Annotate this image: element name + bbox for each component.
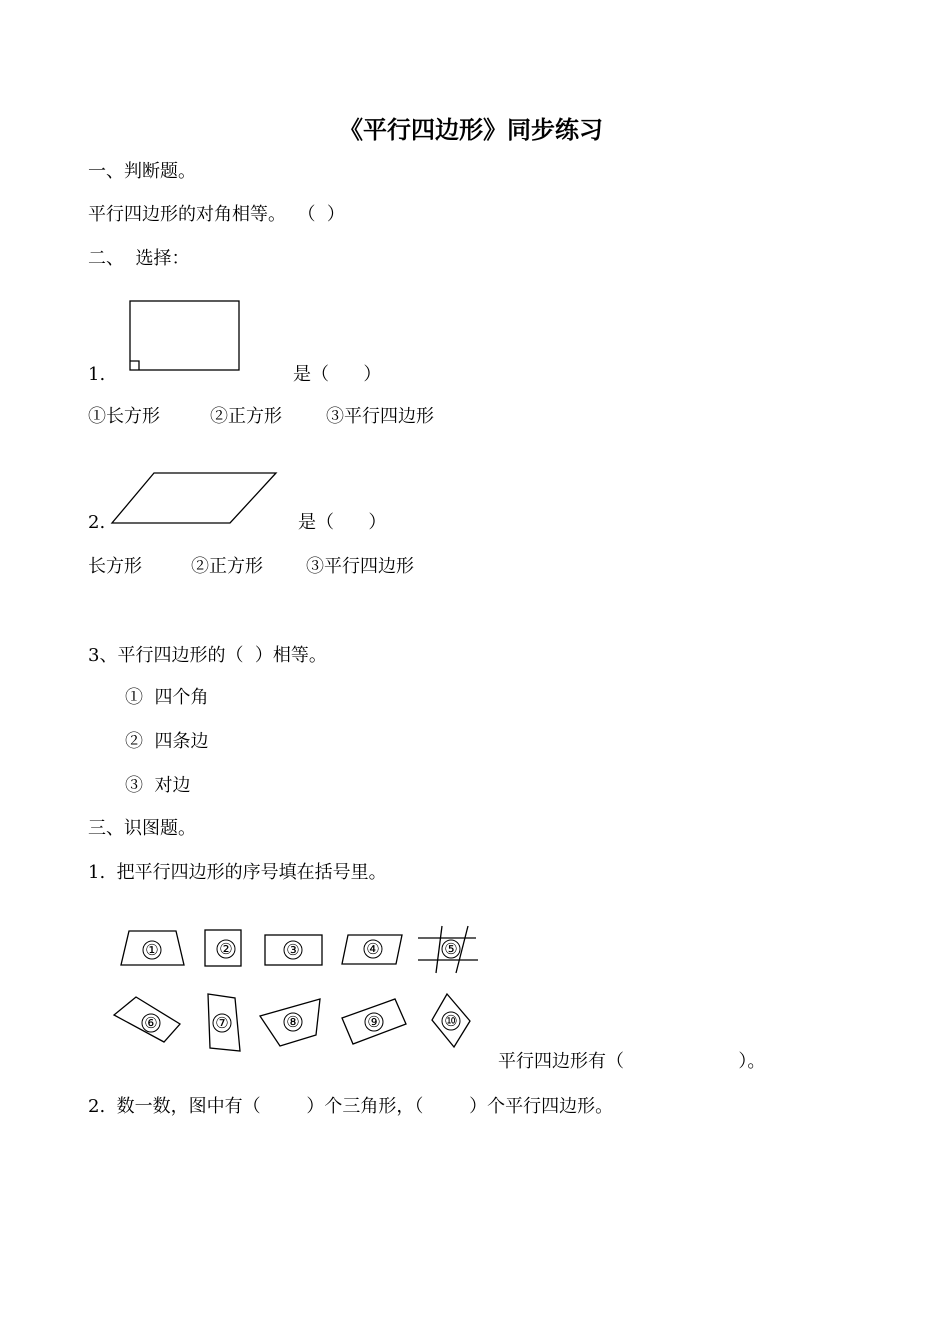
choice-3-stem: 3、平行四边形的（ ）相等。 bbox=[88, 645, 327, 666]
section-3-heading: 三、识图题。 bbox=[88, 818, 196, 839]
identify-question-stem: 1. 把平行四边形的序号填在括号里。 bbox=[88, 862, 387, 883]
section-2-heading: 二、 选择： bbox=[88, 248, 190, 269]
shape-2-square bbox=[203, 928, 245, 970]
shape-label: ⑥ bbox=[144, 1014, 158, 1032]
rectangle-figure bbox=[125, 295, 245, 375]
choice-2-option-1: 长方形 bbox=[88, 556, 142, 577]
choice-2-option-2: ②正方形 bbox=[191, 556, 263, 577]
shape-label: ⑤ bbox=[444, 940, 458, 958]
shape-label: ① bbox=[145, 941, 159, 959]
choice-1-answer-blank: 是（ ） bbox=[293, 364, 382, 385]
shape-10-rhombus bbox=[430, 992, 474, 1050]
shape-label: ⑨ bbox=[367, 1013, 381, 1031]
choice-2-answer-blank: 是（ ） bbox=[298, 512, 387, 533]
shape-label: ④ bbox=[366, 940, 380, 958]
shape-label: ⑧ bbox=[286, 1013, 300, 1031]
parallelogram-figure bbox=[108, 467, 288, 532]
shape-9-parallelogram bbox=[340, 997, 410, 1047]
choice-1-number: 1. bbox=[88, 364, 106, 385]
parallelogram-answer-line: 平行四边形有（ ）。 bbox=[498, 1051, 766, 1072]
true-false-question: 平行四边形的对角相等。 （ ） bbox=[88, 204, 345, 225]
shape-5-crossing-lines bbox=[416, 925, 482, 975]
choice-2-option-3: ③平行四边形 bbox=[306, 556, 414, 577]
choice-3-option-1: ① 四个角 bbox=[125, 687, 209, 708]
shape-8-trapezoid bbox=[258, 997, 324, 1049]
choice-3-option-3: ③ 对边 bbox=[125, 775, 191, 796]
shape-label: ⑦ bbox=[215, 1014, 229, 1032]
choice-1-option-2: ②正方形 bbox=[210, 406, 282, 427]
shape-label: ② bbox=[219, 940, 233, 958]
choice-1-option-1: ①长方形 bbox=[88, 406, 160, 427]
choice-1-option-3: ③平行四边形 bbox=[326, 406, 434, 427]
shape-6-tilted-parallelogram bbox=[112, 995, 184, 1045]
choice-3-option-2: ② 四条边 bbox=[125, 731, 209, 752]
shape-4-parallelogram bbox=[340, 933, 406, 969]
shape-label: ⑩ bbox=[444, 1012, 458, 1030]
section-1-heading: 一、判断题。 bbox=[88, 161, 196, 182]
shape-3-rectangle bbox=[263, 933, 325, 969]
shape-1-trapezoid bbox=[118, 930, 188, 970]
choice-2-number: 2. bbox=[88, 512, 106, 533]
shape-label: ③ bbox=[286, 941, 300, 959]
count-question: 2. 数一数，图中有（ ）个三角形，（ ）个平行四边形。 bbox=[88, 1096, 614, 1117]
page-title: 《平行四边形》同步练习 bbox=[339, 116, 603, 144]
shape-7-quadrilateral bbox=[205, 992, 245, 1054]
